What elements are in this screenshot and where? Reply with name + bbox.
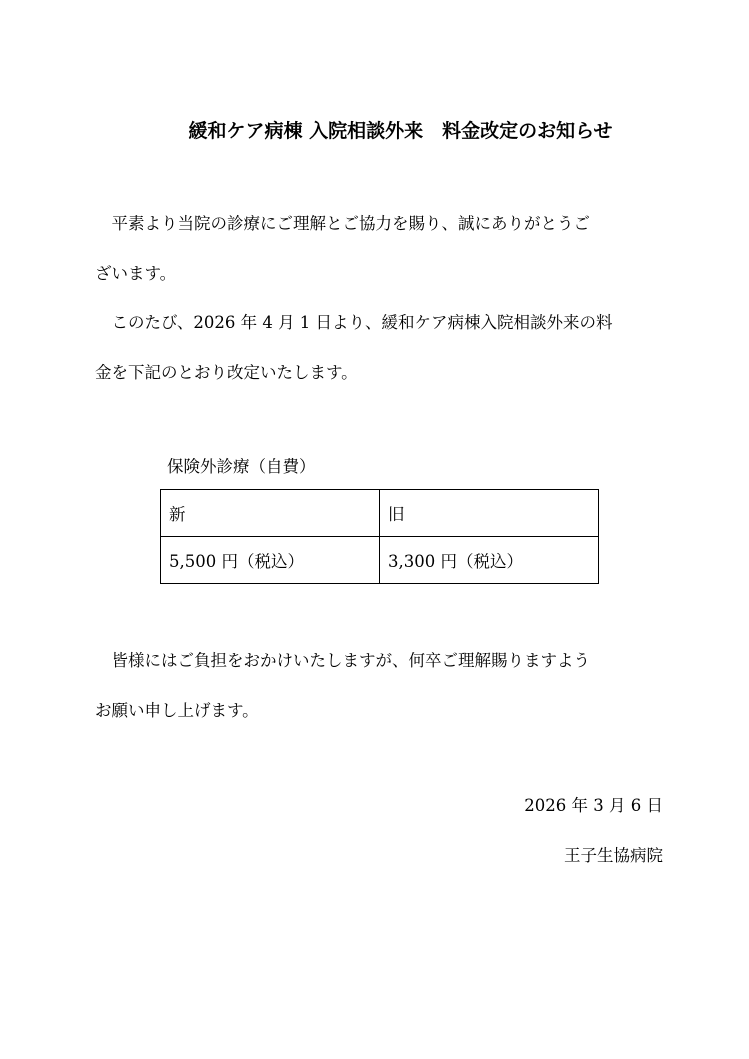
fee-table-caption: 保険外診療（自費） (167, 457, 316, 476)
greeting-line-2: ざいます。 (95, 264, 177, 283)
issue-date: 2026 年 3 月 6 日 (524, 796, 663, 815)
closing-line-2: お願い申し上げます。 (95, 701, 259, 720)
notice-line-2: 金を下記のとおり改定いたします。 (95, 363, 358, 382)
greeting-line-1: 平素より当院の診療にご理解とご協力を賜り、誠にありがとうご (111, 214, 590, 233)
document-title: 緩和ケア病棟 入院相談外来 料金改定のお知らせ (188, 120, 613, 142)
header-new: 新 (161, 490, 380, 537)
notice-paragraph (95, 298, 665, 398)
new-fee-value: 5,500 円（税込） (161, 537, 380, 584)
greeting-paragraph (95, 199, 665, 299)
old-fee-value: 3,300 円（税込） (380, 537, 599, 584)
fee-table-header-row (161, 490, 599, 537)
table-row (161, 537, 599, 584)
notice-line-1: このたび、2026 年 4 月 1 日より、緩和ケア病棟入院相談外来の料 (111, 313, 613, 332)
closing-line-1: 皆様にはご負担をおかけいたしますが、何卒ご理解賜りますよう (111, 651, 590, 670)
closing-paragraph (95, 636, 665, 736)
organization-name: 王子生協病院 (564, 846, 663, 865)
fee-table (160, 489, 599, 584)
header-old: 旧 (380, 490, 599, 537)
